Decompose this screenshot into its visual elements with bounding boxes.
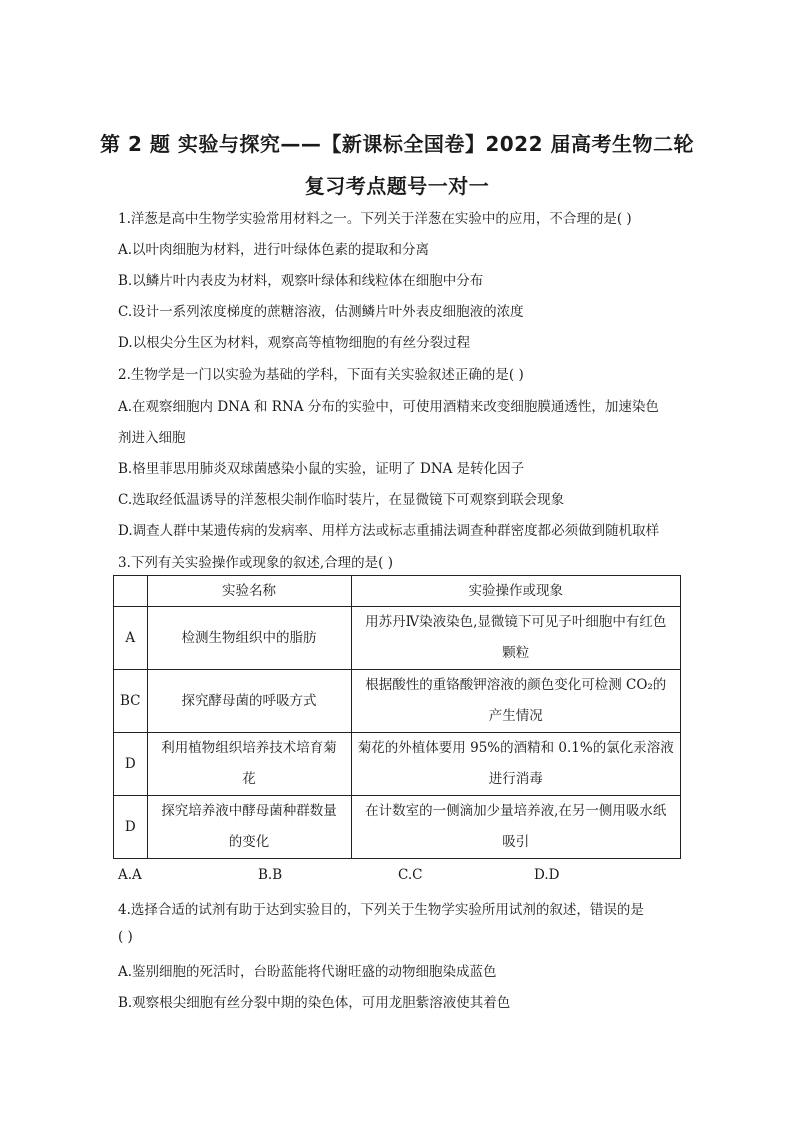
experiment-name: 探究酵母菌的呼吸方式 — [181, 692, 317, 709]
page-title-line-2: 复习考点题号一对一 — [304, 174, 490, 198]
question-2-option-d: D.调查人群中某遗传病的发病率、用样方法或标志重捕法调查种群密度都必须做到随机取样 — [118, 523, 660, 539]
question-4-option-a: A.鉴别细胞的死活时，台盼蓝能将代谢旺盛的动物细胞染成蓝色 — [118, 964, 497, 980]
question-2-option-a: A.在观察细胞内 DNA 和 RNA 分布的实验中，可使用酒精来改变细胞膜通透性，加速染色 — [118, 399, 659, 415]
question-3-option-d: D.D — [534, 867, 560, 883]
question-4-option-b: B.观察根尖细胞有丝分裂中期的染色体，可用龙胆紫溶液使其着色 — [118, 995, 511, 1011]
question-3-option-b: B.B — [258, 867, 283, 883]
question-2-stem: 2.生物学是一门以实验为基础的学科，下面有关实验叙述正确的是( ) — [118, 367, 524, 383]
table-row — [114, 796, 681, 859]
experiment-name: 检测生物组织中的脂肪 — [181, 629, 317, 646]
operation-text-continued: 产生情况 — [488, 708, 543, 724]
question-1-stem: 1.洋葱是高中生物学实验常用材料之一。下列关于洋葱在实验中的应用，不合理的是( ) — [118, 211, 632, 227]
operation-text: 用苏丹Ⅳ染液染色,显微镜下可见子叶细胞中有红色 — [365, 614, 667, 630]
row-label: D — [114, 733, 148, 796]
question-4-stem-continued: ( ) — [118, 929, 133, 945]
table-row — [114, 670, 681, 733]
experiment-name-cell — [147, 670, 351, 733]
row-label: A — [114, 607, 148, 670]
table-header-row — [114, 576, 681, 607]
experiment-name-cell — [147, 796, 351, 859]
experiment-name-cell — [147, 607, 351, 670]
question-3-option-a: A.A — [118, 867, 142, 883]
operation-cell — [351, 607, 680, 670]
question-4-stem: 4.选择合适的试剂有助于达到实验目的，下列关于生物学实验所用试剂的叙述，错误的是 — [118, 902, 644, 918]
question-3-stem: 3.下列有关实验操作或现象的叙述,合理的是( ) — [118, 555, 393, 571]
operation-text-continued: 进行消毒 — [488, 771, 543, 787]
experiment-name-cell — [147, 733, 351, 796]
question-1-option-b: B.以鳞片叶内表皮为材料，观察叶绿体和线粒体在细胞中分布 — [118, 273, 484, 289]
table-row — [114, 733, 681, 796]
operation-text-continued: 吸引 — [502, 834, 530, 850]
operation-text-continued: 颗粒 — [502, 645, 530, 661]
experiment-name: 探究培养液中酵母菌种群数量 — [161, 803, 337, 819]
experiment-name-continued: 花 — [242, 771, 256, 787]
row-label: BC — [114, 670, 148, 733]
question-1-option-d: D.以根尖分生区为材料，观察高等植物细胞的有丝分裂过程 — [118, 335, 471, 351]
question-2-option-c: C.选取经低温诱导的洋葱根尖制作临时装片，在显微镜下可观察到联会现象 — [118, 492, 565, 508]
question-1-option-a: A.以叶肉细胞为材料，进行叶绿体色素的提取和分离 — [118, 242, 430, 258]
question-3-option-c: C.C — [398, 867, 423, 883]
page-title-line-1: 第 2 题 实验与探究——【新课标全国卷】2022 届高考生物二轮 — [100, 132, 694, 156]
operation-cell — [351, 670, 680, 733]
table-header-cell: 实验名称 — [147, 576, 351, 607]
table-header-cell: 实验操作或现象 — [351, 576, 680, 607]
question-2-option-b: B.格里菲思用肺炎双球菌感染小鼠的实验，证明了 DNA 是转化因子 — [118, 461, 525, 477]
operation-text: 在计数室的一侧滴加少量培养液,在另一侧用吸水纸 — [365, 803, 667, 819]
operation-cell — [351, 733, 680, 796]
operation-text: 根据酸性的重铬酸钾溶液的颜色变化可检测 CO₂的 — [365, 677, 667, 693]
operation-text: 菊花的外植体要用 95%的酒精和 0.1%的氯化汞溶液 — [357, 740, 674, 756]
question-3-table — [113, 575, 681, 859]
table-header-cell — [114, 576, 148, 607]
experiment-name-continued: 的变化 — [228, 834, 270, 850]
table-row — [114, 607, 681, 670]
experiment-name: 利用植物组织培养技术培育菊 — [161, 740, 337, 756]
question-1-option-c: C.设计一系列浓度梯度的蔗糖溶液，估测鳞片叶外表皮细胞液的浓度 — [118, 304, 524, 320]
question-2-option-a-continued: 剂进入细胞 — [118, 430, 186, 446]
operation-cell — [351, 796, 680, 859]
row-label: D — [114, 796, 148, 859]
